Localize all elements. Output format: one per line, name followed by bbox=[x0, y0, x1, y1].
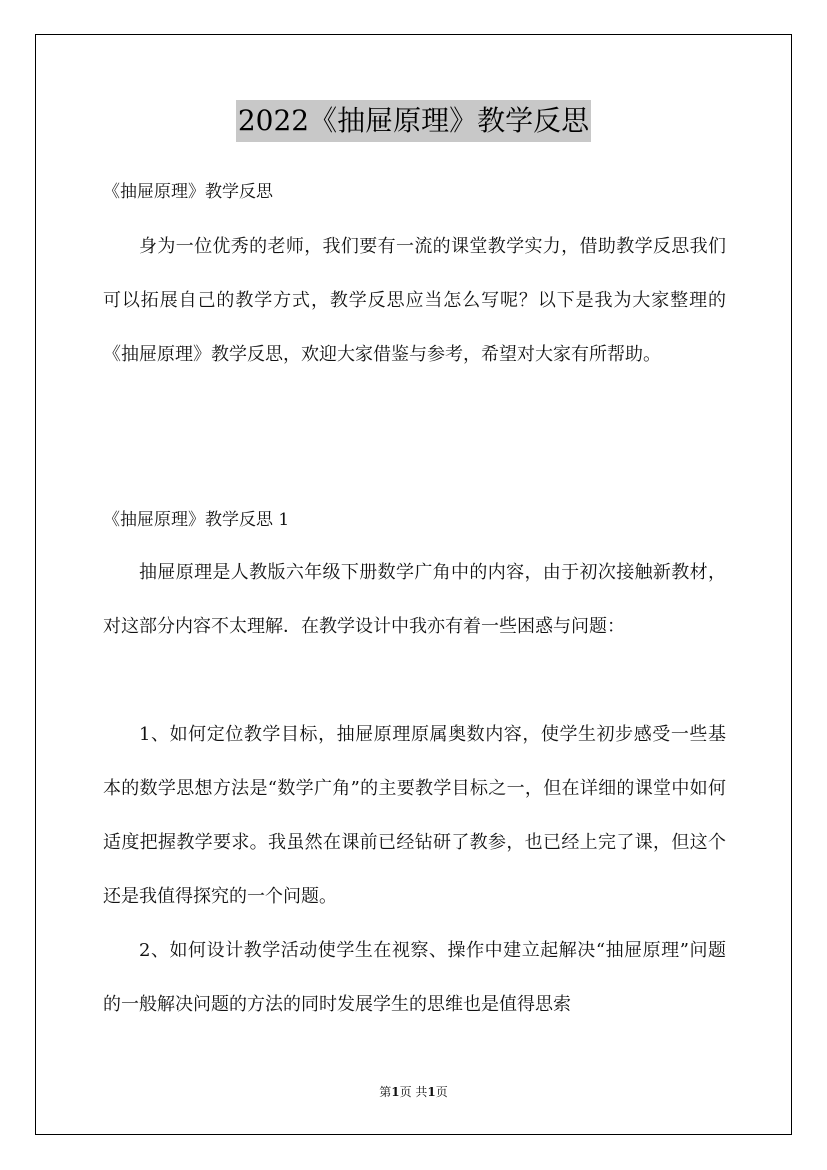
section1-heading: 《抽屉原理》教学反思 1 bbox=[103, 510, 290, 530]
footer-page-suffix: 页 bbox=[435, 1085, 448, 1099]
intro-heading: 《抽屉原理》教学反思 bbox=[103, 182, 273, 202]
footer-page-total: 1 bbox=[427, 1085, 436, 1099]
page-footer bbox=[0, 1083, 827, 1101]
title-wrapper bbox=[0, 100, 827, 142]
intro-paragraph: 身为一位优秀的老师，我们要有一流的课堂教学实力，借助教学反思我们可以拓展自己的教学方式，教学反思应当怎么写呢？以下是我为大家整理的《抽屉原理》教学反思，欢迎大家借鉴与参考，希望对大家有所帮助。 bbox=[103, 236, 726, 365]
footer-page-current: 1 bbox=[391, 1085, 400, 1099]
footer-page-prefix: 第 bbox=[379, 1085, 392, 1099]
section1-paragraph-1: 抽屉原理是人教版六年级下册数学广角中的内容，由于初次接触新教材，对这部分内容不太理解．在教学设计中我亦有着一些困惑与问题： bbox=[103, 562, 726, 637]
section1-paragraph-2: 1、如何定位教学目标，抽屉原理原属奥数内容，使学生初步感受一些基本的数学思想方法是“数学广角”的主要教学目标之一，但在详细的课堂中如何适度把握教学要求。我虽然在课前已经钻研了教参，也已经上完了课，但这个还是我值得探究的一个问题。 bbox=[103, 724, 726, 907]
footer-page-mid: 页 共 bbox=[399, 1085, 428, 1099]
document-title: 2022《抽屉原理》教学反思 bbox=[236, 100, 591, 142]
section1-paragraph-3: 2、如何设计教学活动使学生在视察、操作中建立起解决“抽屉原理”问题的一般解决问题的方法的同时发展学生的思维也是值得思索 bbox=[103, 940, 726, 1015]
